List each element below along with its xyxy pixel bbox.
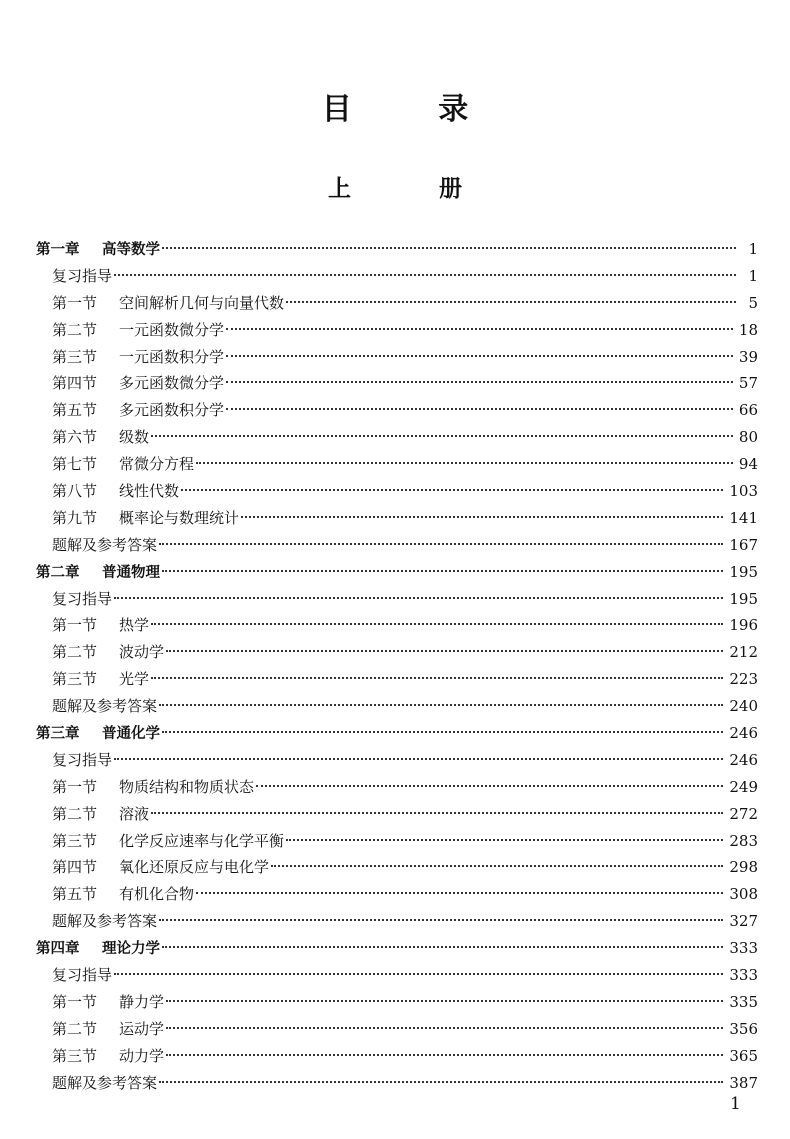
toc-section-entry — [36, 317, 758, 344]
toc-entry-label — [52, 828, 284, 855]
toc-entry-page: 249 — [729, 777, 758, 796]
toc-entry-label — [52, 505, 239, 532]
toc-entry-page: 141 — [729, 508, 758, 527]
toc-entry-page: 327 — [729, 912, 758, 931]
toc-entry-label — [52, 1043, 164, 1070]
toc-entry-label — [52, 424, 149, 451]
toc-entry-page: 356 — [729, 1019, 758, 1038]
toc-entry-number: 第四章 — [36, 941, 80, 958]
toc-entry-title: 运动学 — [119, 1019, 165, 1038]
toc-section-entry — [36, 747, 758, 774]
toc-section-entry — [36, 639, 758, 666]
toc-entry-number: 第三节 — [52, 831, 98, 850]
toc-entry-page: 283 — [729, 831, 758, 850]
page-title: 目 录 — [321, 92, 507, 127]
toc-section-entry — [36, 828, 758, 855]
toc-section-entry — [36, 586, 758, 613]
dot-leader — [159, 919, 723, 921]
toc-entry-number: 第一节 — [52, 777, 98, 796]
toc-entry-label — [52, 370, 224, 397]
toc-entry-label — [52, 989, 164, 1016]
toc-section-entry — [36, 344, 758, 371]
toc-section-entry — [36, 666, 758, 693]
toc-entry-label — [52, 693, 157, 720]
toc-entry-page: 387 — [729, 1073, 758, 1092]
toc-entry-title: 高等数学 — [102, 242, 160, 258]
toc-chapter-entry — [36, 559, 758, 586]
toc-entry-label — [52, 747, 112, 774]
toc-entry-title: 氧化还原反应与电化学 — [119, 858, 270, 877]
toc-entry-page: 1 — [748, 240, 758, 258]
toc-entry-title: 题解及参考答案 — [52, 1073, 158, 1092]
toc-entry-page: 333 — [729, 939, 758, 958]
dot-leader — [114, 973, 723, 975]
dot-leader — [286, 301, 736, 303]
toc-entry-number: 第一节 — [52, 293, 98, 312]
dot-leader — [256, 785, 723, 787]
toc-section-entry — [36, 478, 758, 505]
toc-entry-number: 第二章 — [36, 564, 80, 581]
toc-entry-number: 第三章 — [36, 726, 80, 743]
toc-entry-title: 一元函数微分学 — [119, 320, 225, 339]
toc-entry-page: 240 — [729, 697, 758, 716]
dot-leader — [162, 247, 736, 249]
toc-entry-title: 静力学 — [119, 992, 165, 1011]
toc-entry-label — [52, 586, 112, 613]
dot-leader — [226, 328, 733, 330]
toc-entry-number: 第四节 — [52, 858, 98, 877]
toc-entry-title: 级数 — [119, 428, 150, 447]
toc-entry-label — [36, 936, 160, 963]
toc-entry-label — [52, 344, 224, 371]
dot-leader — [162, 570, 723, 572]
toc-entry-page: 18 — [738, 320, 758, 339]
toc-entry-title: 题解及参考答案 — [52, 912, 158, 931]
toc-entry-page: 298 — [729, 858, 758, 877]
toc-entry-label — [52, 612, 149, 639]
dot-leader — [196, 462, 733, 464]
toc-section-entry — [36, 854, 758, 881]
toc-entry-page: 333 — [729, 966, 758, 985]
toc-entry-number: 第三节 — [52, 670, 98, 689]
toc-entry-number: 第八节 — [52, 482, 98, 501]
toc-entry-title: 有机化合物 — [119, 885, 195, 904]
toc-section-entry — [36, 505, 758, 532]
table-of-contents — [36, 236, 758, 1097]
toc-section-entry — [36, 693, 758, 720]
toc-entry-label — [52, 666, 149, 693]
toc-entry-page: 272 — [729, 804, 758, 823]
toc-entry-label — [52, 532, 157, 559]
toc-entry-label — [52, 962, 112, 989]
toc-entry-label — [52, 881, 194, 908]
toc-entry-number: 第四节 — [52, 374, 98, 393]
toc-section-entry — [36, 532, 758, 559]
toc-entry-label — [52, 908, 157, 935]
toc-entry-title: 复习指导 — [52, 966, 113, 985]
toc-chapter-entry — [36, 720, 758, 747]
toc-entry-label — [52, 1016, 164, 1043]
toc-entry-label — [52, 290, 284, 317]
toc-section-entry — [36, 881, 758, 908]
dot-leader — [226, 408, 733, 410]
toc-section-entry — [36, 451, 758, 478]
dot-leader — [159, 543, 723, 545]
toc-entry-number: 第三节 — [52, 1046, 98, 1065]
toc-entry-number: 第五节 — [52, 885, 98, 904]
toc-entry-page: 1 — [748, 266, 758, 285]
toc-entry-page: 57 — [738, 374, 758, 393]
toc-entry-number: 第一节 — [52, 992, 98, 1011]
toc-section-entry — [36, 612, 758, 639]
toc-entry-number: 第五节 — [52, 401, 98, 420]
toc-section-entry — [36, 1016, 758, 1043]
page-number: 1 — [730, 1094, 741, 1114]
dot-leader — [162, 946, 723, 948]
dot-leader — [166, 650, 723, 652]
toc-entry-label — [52, 801, 149, 828]
toc-entry-number: 第二节 — [52, 320, 98, 339]
dot-leader — [196, 892, 723, 894]
toc-entry-title: 动力学 — [119, 1046, 165, 1065]
toc-section-entry — [36, 290, 758, 317]
dot-leader — [166, 1054, 723, 1056]
toc-entry-page: 103 — [729, 482, 758, 501]
toc-entry-number: 第七节 — [52, 455, 98, 474]
dot-leader — [226, 381, 733, 383]
toc-entry-page: 212 — [729, 643, 758, 662]
toc-section-entry — [36, 801, 758, 828]
toc-entry-number: 第二节 — [52, 1019, 98, 1038]
dot-leader — [151, 623, 723, 625]
toc-entry-title: 一元函数积分学 — [119, 347, 225, 366]
toc-entry-page: 246 — [729, 750, 758, 769]
dot-leader — [114, 274, 736, 276]
toc-entry-label — [52, 451, 194, 478]
dot-leader — [151, 435, 733, 437]
dot-leader — [151, 677, 723, 679]
dot-leader — [114, 758, 723, 760]
toc-entry-page: 167 — [729, 535, 758, 554]
toc-entry-number: 第二节 — [52, 804, 98, 823]
toc-entry-label — [36, 721, 160, 748]
toc-entry-label — [36, 560, 160, 587]
toc-section-entry — [36, 424, 758, 451]
toc-section-entry — [36, 774, 758, 801]
toc-section-entry — [36, 1070, 758, 1097]
toc-entry-label — [52, 397, 224, 424]
toc-section-entry — [36, 1043, 758, 1070]
toc-entry-title: 题解及参考答案 — [52, 535, 158, 554]
toc-entry-title: 常微分方程 — [119, 455, 195, 474]
toc-entry-label — [36, 237, 160, 264]
toc-entry-number: 第九节 — [52, 508, 98, 527]
toc-entry-page: 308 — [729, 885, 758, 904]
toc-section-entry — [36, 370, 758, 397]
toc-entry-page: 196 — [729, 616, 758, 635]
toc-entry-title: 理论力学 — [102, 941, 160, 958]
toc-entry-number: 第一节 — [52, 616, 98, 635]
toc-section-entry — [36, 397, 758, 424]
dot-leader — [166, 1000, 723, 1002]
toc-entry-title: 复习指导 — [52, 750, 113, 769]
dot-leader — [159, 1081, 723, 1083]
toc-entry-number: 第三节 — [52, 347, 98, 366]
toc-entry-title: 普通物理 — [102, 564, 160, 581]
dot-leader — [151, 812, 723, 814]
toc-section-entry — [36, 989, 758, 1016]
toc-entry-number: 第二节 — [52, 643, 98, 662]
dot-leader — [159, 704, 723, 706]
toc-entry-label — [52, 478, 179, 505]
toc-entry-title: 复习指导 — [52, 589, 113, 608]
volume-subtitle: 上 册 — [327, 176, 502, 202]
toc-entry-title: 多元函数积分学 — [119, 401, 225, 420]
toc-entry-title: 多元函数微分学 — [119, 374, 225, 393]
toc-entry-label — [52, 854, 269, 881]
toc-entry-title: 题解及参考答案 — [52, 697, 158, 716]
toc-entry-page: 94 — [738, 455, 758, 474]
toc-entry-page: 223 — [729, 670, 758, 689]
toc-entry-title: 线性代数 — [119, 482, 180, 501]
dot-leader — [162, 731, 723, 733]
toc-entry-number: 第一章 — [36, 242, 80, 258]
dot-leader — [241, 516, 723, 518]
toc-section-entry — [36, 908, 758, 935]
toc-entry-page: 365 — [729, 1046, 758, 1065]
toc-entry-title: 概率论与数理统计 — [119, 508, 240, 527]
toc-chapter-entry — [36, 236, 758, 263]
toc-entry-title: 溶液 — [119, 804, 150, 823]
toc-entry-page: 195 — [729, 562, 758, 581]
dot-leader — [181, 489, 723, 491]
toc-entry-page: 246 — [729, 724, 758, 743]
toc-entry-page: 195 — [729, 589, 758, 608]
toc-entry-title: 空间解析几何与向量代数 — [119, 293, 285, 312]
dot-leader — [271, 865, 723, 867]
toc-entry-label — [52, 774, 254, 801]
toc-entry-title: 化学反应速率与化学平衡 — [119, 831, 285, 850]
toc-entry-title: 普通化学 — [102, 726, 160, 743]
dot-leader — [226, 355, 733, 357]
toc-entry-page: 80 — [738, 428, 758, 447]
toc-entry-label — [52, 639, 164, 666]
dot-leader — [286, 839, 723, 841]
toc-section-entry — [36, 962, 758, 989]
toc-entry-title: 物质结构和物质状态 — [119, 777, 255, 796]
toc-entry-title: 光学 — [119, 670, 150, 689]
toc-entry-page: 5 — [748, 293, 758, 312]
toc-entry-page: 66 — [738, 401, 758, 420]
toc-entry-page: 335 — [729, 992, 758, 1011]
toc-chapter-entry — [36, 935, 758, 962]
toc-entry-title: 热学 — [119, 616, 150, 635]
toc-entry-label — [52, 1070, 157, 1097]
dot-leader — [114, 597, 723, 599]
toc-entry-title: 复习指导 — [52, 266, 113, 285]
dot-leader — [166, 1027, 723, 1029]
toc-entry-number: 第六节 — [52, 428, 98, 447]
toc-entry-label — [52, 317, 224, 344]
toc-section-entry — [36, 263, 758, 290]
toc-entry-page: 39 — [738, 347, 758, 366]
toc-entry-label — [52, 263, 112, 290]
toc-entry-title: 波动学 — [119, 643, 165, 662]
